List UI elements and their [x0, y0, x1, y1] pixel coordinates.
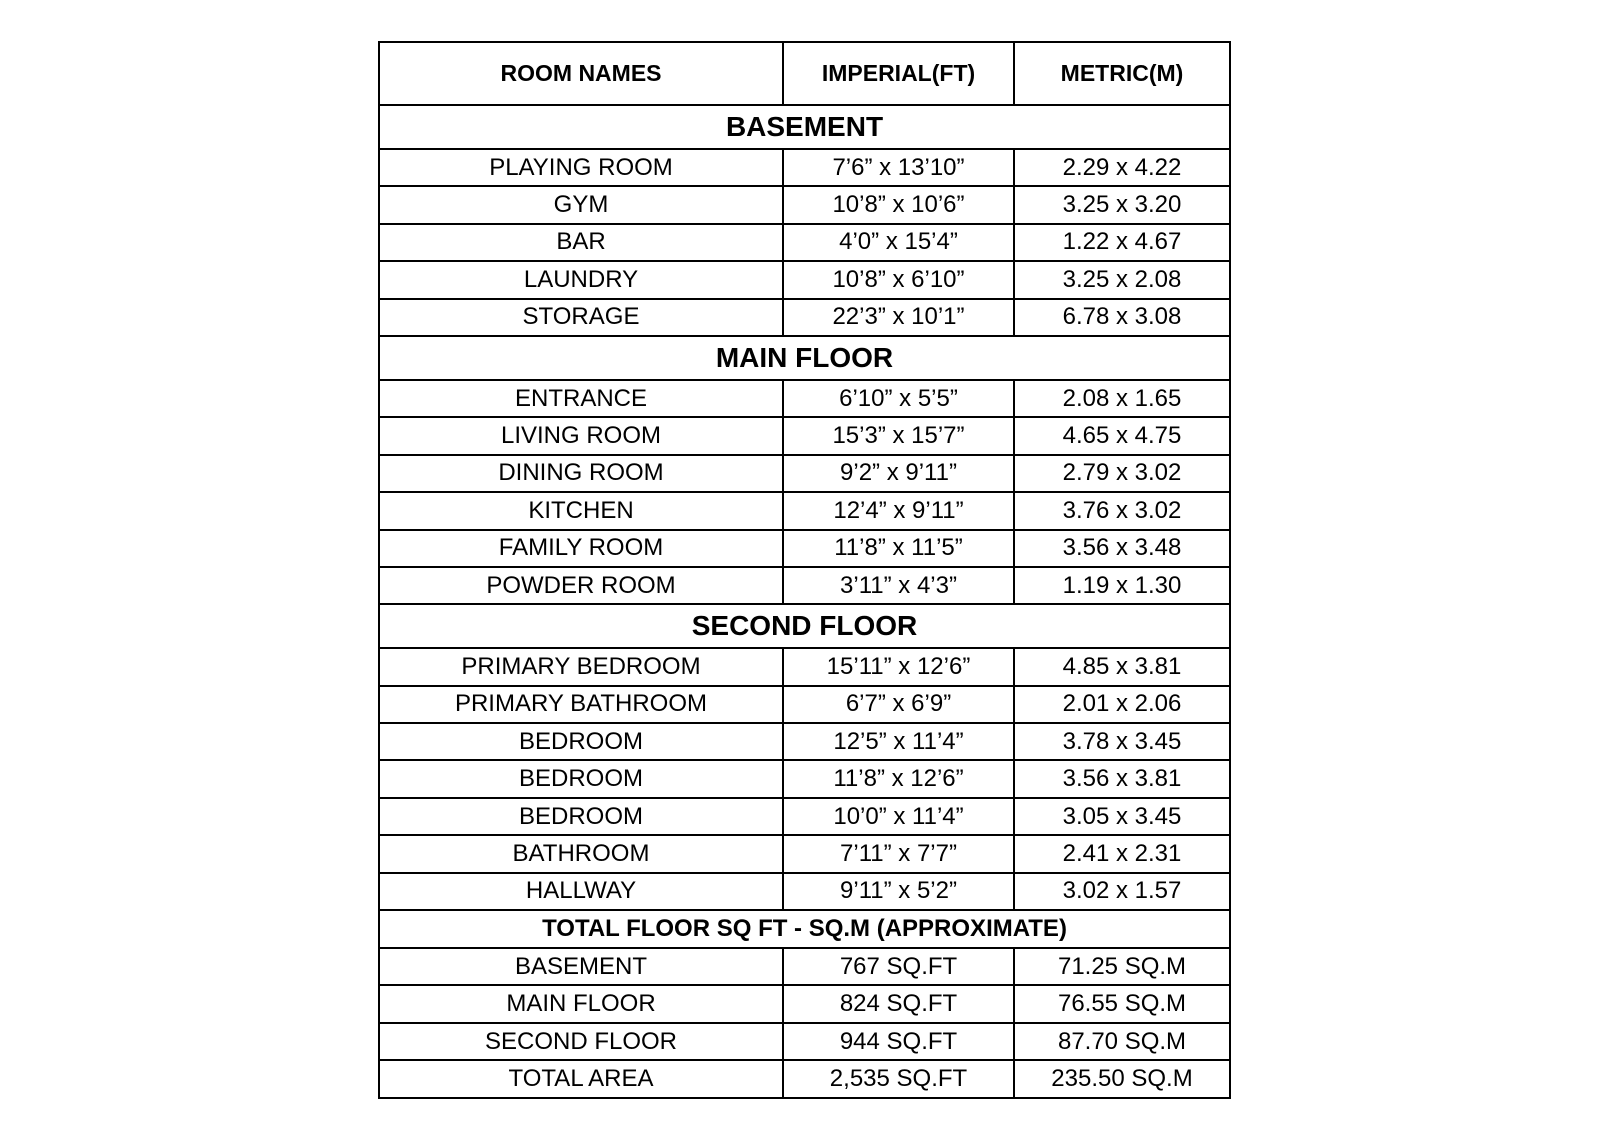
room-name-cell: BATHROOM	[379, 835, 783, 872]
total-metric-cell: 235.50 SQ.M	[1014, 1060, 1230, 1097]
metric-cell: 3.25 x 2.08	[1014, 261, 1230, 298]
table-body	[379, 105, 1230, 1098]
total-imperial-cell: 824 SQ.FT	[783, 985, 1014, 1022]
imperial-cell: 9’11” x 5’2”	[783, 873, 1014, 910]
metric-cell: 3.56 x 3.81	[1014, 760, 1230, 797]
metric-cell: 4.85 x 3.81	[1014, 648, 1230, 685]
room-name-cell: GYM	[379, 186, 783, 223]
totals-row	[379, 1023, 1230, 1060]
table-row	[379, 299, 1230, 336]
header-room-names: ROOM NAMES	[379, 42, 783, 105]
table-row	[379, 567, 1230, 604]
table-row	[379, 492, 1230, 529]
total-imperial-cell: 767 SQ.FT	[783, 948, 1014, 985]
room-name-cell: PRIMARY BATHROOM	[379, 686, 783, 723]
total-metric-cell: 76.55 SQ.M	[1014, 985, 1230, 1022]
section-title: SECOND FLOOR	[379, 604, 1230, 648]
table-row	[379, 455, 1230, 492]
totals-row	[379, 948, 1230, 985]
imperial-cell: 12’4” x 9’11”	[783, 492, 1014, 529]
room-name-cell: LAUNDRY	[379, 261, 783, 298]
metric-cell: 6.78 x 3.08	[1014, 299, 1230, 336]
metric-cell: 1.22 x 4.67	[1014, 224, 1230, 261]
imperial-cell: 7’11” x 7’7”	[783, 835, 1014, 872]
section-title: MAIN FLOOR	[379, 336, 1230, 380]
room-name-cell: ENTRANCE	[379, 380, 783, 417]
metric-cell: 2.79 x 3.02	[1014, 455, 1230, 492]
totals-row	[379, 1060, 1230, 1097]
metric-cell: 4.65 x 4.75	[1014, 417, 1230, 454]
section-heading-row	[379, 336, 1230, 380]
metric-cell: 3.78 x 3.45	[1014, 723, 1230, 760]
totals-title: TOTAL FLOOR SQ FT - SQ.M (APPROXIMATE)	[379, 910, 1230, 948]
table-row	[379, 686, 1230, 723]
imperial-cell: 10’0” x 11’4”	[783, 798, 1014, 835]
total-imperial-cell: 2,535 SQ.FT	[783, 1060, 1014, 1097]
total-imperial-cell: 944 SQ.FT	[783, 1023, 1014, 1060]
imperial-cell: 11’8” x 11’5”	[783, 530, 1014, 567]
table-row	[379, 186, 1230, 223]
room-name-cell: HALLWAY	[379, 873, 783, 910]
room-name-cell: BEDROOM	[379, 798, 783, 835]
imperial-cell: 22’3” x 10’1”	[783, 299, 1014, 336]
imperial-cell: 10’8” x 6’10”	[783, 261, 1014, 298]
imperial-cell: 12’5” x 11’4”	[783, 723, 1014, 760]
metric-cell: 3.25 x 3.20	[1014, 186, 1230, 223]
metric-cell: 1.19 x 1.30	[1014, 567, 1230, 604]
section-title: BASEMENT	[379, 105, 1230, 149]
room-name-cell: POWDER ROOM	[379, 567, 783, 604]
table-row	[379, 149, 1230, 186]
room-dimensions-table	[378, 41, 1231, 1099]
room-name-cell: DINING ROOM	[379, 455, 783, 492]
table-row	[379, 224, 1230, 261]
room-name-cell: BEDROOM	[379, 723, 783, 760]
metric-cell: 3.02 x 1.57	[1014, 873, 1230, 910]
imperial-cell: 11’8” x 12’6”	[783, 760, 1014, 797]
imperial-cell: 6’10” x 5’5”	[783, 380, 1014, 417]
room-name-cell: BEDROOM	[379, 760, 783, 797]
imperial-cell: 3’11” x 4’3”	[783, 567, 1014, 604]
metric-cell: 3.05 x 3.45	[1014, 798, 1230, 835]
imperial-cell: 15’11” x 12’6”	[783, 648, 1014, 685]
metric-cell: 2.41 x 2.31	[1014, 835, 1230, 872]
room-name-cell: LIVING ROOM	[379, 417, 783, 454]
total-name-cell: SECOND FLOOR	[379, 1023, 783, 1060]
table-row	[379, 873, 1230, 910]
imperial-cell: 9’2” x 9’11”	[783, 455, 1014, 492]
table-row	[379, 723, 1230, 760]
imperial-cell: 6’7” x 6’9”	[783, 686, 1014, 723]
totals-heading-row	[379, 910, 1230, 948]
table-row	[379, 760, 1230, 797]
section-heading-row	[379, 105, 1230, 149]
table-row	[379, 380, 1230, 417]
header-metric: METRIC(M)	[1014, 42, 1230, 105]
total-name-cell: TOTAL AREA	[379, 1060, 783, 1097]
metric-cell: 2.01 x 2.06	[1014, 686, 1230, 723]
imperial-cell: 7’6” x 13’10”	[783, 149, 1014, 186]
metric-cell: 3.56 x 3.48	[1014, 530, 1230, 567]
room-name-cell: KITCHEN	[379, 492, 783, 529]
total-metric-cell: 71.25 SQ.M	[1014, 948, 1230, 985]
table-row	[379, 648, 1230, 685]
metric-cell: 2.08 x 1.65	[1014, 380, 1230, 417]
table-row	[379, 835, 1230, 872]
total-name-cell: MAIN FLOOR	[379, 985, 783, 1022]
imperial-cell: 4’0” x 15’4”	[783, 224, 1014, 261]
table-row	[379, 798, 1230, 835]
room-name-cell: FAMILY ROOM	[379, 530, 783, 567]
room-name-cell: BAR	[379, 224, 783, 261]
section-heading-row	[379, 604, 1230, 648]
room-name-cell: STORAGE	[379, 299, 783, 336]
table-row	[379, 530, 1230, 567]
metric-cell: 2.29 x 4.22	[1014, 149, 1230, 186]
table-header	[379, 42, 1230, 105]
totals-row	[379, 985, 1230, 1022]
total-metric-cell: 87.70 SQ.M	[1014, 1023, 1230, 1060]
imperial-cell: 10’8” x 10’6”	[783, 186, 1014, 223]
header-row	[379, 42, 1230, 105]
room-name-cell: PRIMARY BEDROOM	[379, 648, 783, 685]
header-imperial: IMPERIAL(FT)	[783, 42, 1014, 105]
room-name-cell: PLAYING ROOM	[379, 149, 783, 186]
total-name-cell: BASEMENT	[379, 948, 783, 985]
imperial-cell: 15’3” x 15’7”	[783, 417, 1014, 454]
metric-cell: 3.76 x 3.02	[1014, 492, 1230, 529]
table-row	[379, 261, 1230, 298]
table-row	[379, 417, 1230, 454]
